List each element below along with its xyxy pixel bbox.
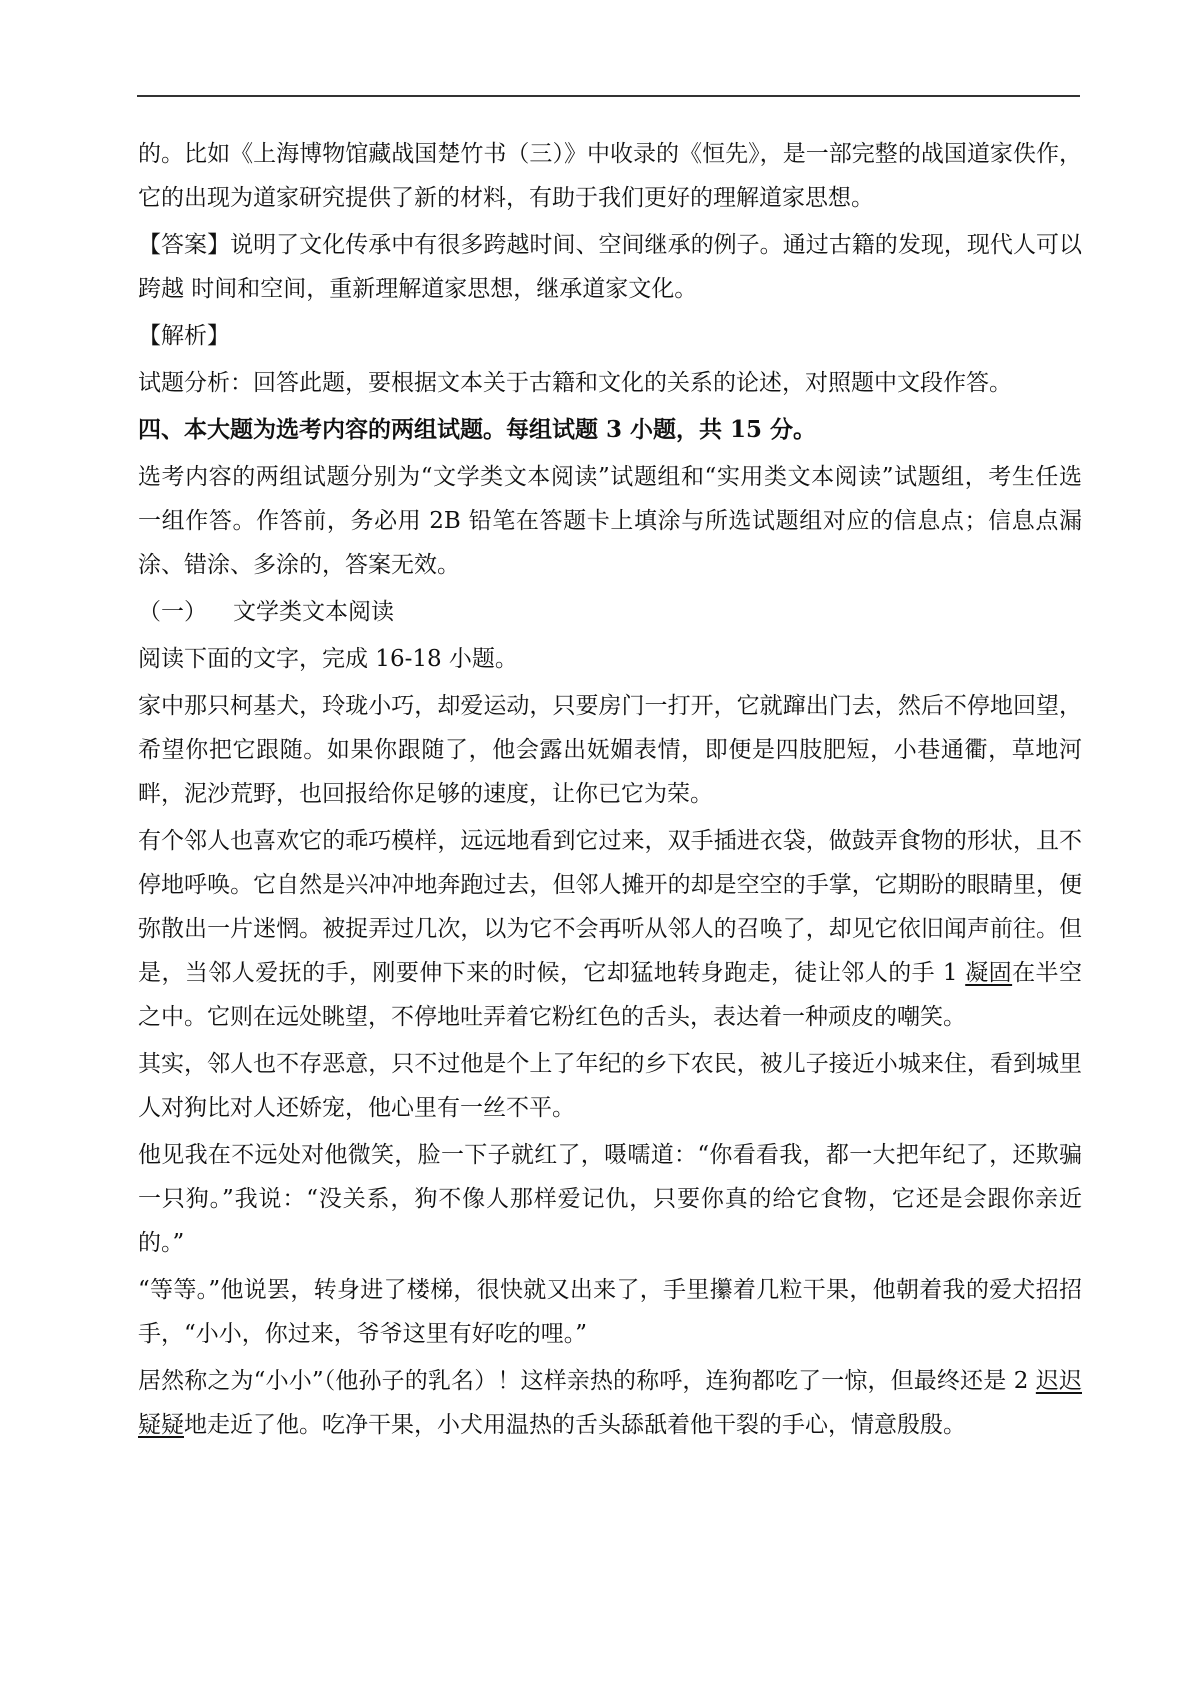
answer-paragraph: 【答案】说明了文化传承中有很多跨越时间、空间继承的例子。通过古籍的发现，现代人可以跨越 时间和空间，重新理解道家思想，继承道家文化。 [138, 232, 1082, 302]
subsection-number: （一） [138, 599, 207, 625]
reading-instruction: 阅读下面的文字，完成 16-18 小题。 [138, 646, 518, 672]
underlined-word-2: 迟迟疑疑 [138, 1368, 1082, 1438]
story-paragraph-2-after: 在半空之中。它则在远处眺望，不停地吐弄着它粉红色的舌头，表达着一种顽皮的嘲笑。 [138, 960, 1082, 1030]
story-paragraph-3: 其实，邻人也不存恶意，只不过他是个上了年纪的乡下农民，被儿子接近小城来住，看到城里人对狗比对人还娇宠，他心里有一丝不平。 [138, 1051, 1082, 1121]
story-paragraph-1: 家中那只柯基犬，玲珑小巧，却爱运动，只要房门一打开，它就蹿出门去，然后不停地回望，希望你把它跟随。如果你跟随了，他会露出妩媚表情，即便是四肢肥短，小巷通衢，草地河畔，泥沙荒野，也回报给你足够的速度，让你已它为荣。 [138, 693, 1082, 807]
analysis-label: 【解析】 [138, 323, 230, 349]
instructions-paragraph: 选考内容的两组试题分别为“文学类文本阅读”试题组和“实用类文本阅读”试题组，考生任选一组作答。作答前，务必用 2B 铅笔在答题卡上填涂与所选试题组对应的信息点；信息点漏涂、错涂、多涂的，答案无效。 [138, 464, 1082, 578]
header-rule [137, 95, 1080, 97]
story-paragraph-6 [138, 1359, 1082, 1447]
story-paragraph-6-before: 居然称之为“小小”（他孙子的乳名）！这样亲热的称呼，连狗都吃了一惊，但最终还是 2 [138, 1368, 1036, 1394]
intro-continuation-paragraph: 的。比如《上海博物馆藏战国楚竹书（三）》中收录的《恒先》，是一部完整的战国道家佚作，它的出现为道家研究提供了新的材料，有助于我们更好的理解道家思想。 [138, 141, 1082, 211]
story-paragraph-2 [138, 819, 1082, 1039]
analysis-paragraph: 试题分析：回答此题，要根据文本关于古籍和文化的关系的论述，对照题中文段作答。 [138, 370, 1012, 396]
underlined-word-1: 凝固 [965, 960, 1013, 986]
document-body [138, 132, 1082, 1447]
story-paragraph-2-before: 有个邻人也喜欢它的乖巧模样，远远地看到它过来，双手插进衣袋，做鼓弄食物的形状，且不停地呼唤。它自然是兴冲冲地奔跑过去，但邻人摊开的却是空空的手掌，它期盼的眼睛里，便弥散出一片迷惘。被捉弄过几次，以为它不会再听从邻人的召唤了，却见它依旧闻声前往。但是，当邻人爱抚的手，刚要伸下来的时候，它却猛地转身跑走，徒让邻人的手 1 [138, 828, 1082, 986]
story-paragraph-6-after: 地走近了他。吃净干果，小犬用温热的舌头舔舐着他干裂的手心，情意殷殷。 [184, 1412, 966, 1438]
story-paragraph-5: “等等。”他说罢，转身进了楼梯，很快就又出来了，手里攥着几粒干果，他朝着我的爱犬招招手，“小小，你过来，爷爷这里有好吃的哩。” [138, 1277, 1082, 1347]
subsection-heading [138, 590, 1082, 634]
section-heading: 四、本大题为选考内容的两组试题。每组试题 3 小题，共 15 分。 [138, 416, 817, 443]
story-paragraph-4: 他见我在不远处对他微笑，脸一下子就红了，嗫嚅道：“你看看我，都一大把年纪了，还欺骗一只狗。”我说：“没关系，狗不像人那样爱记仇，只要你真的给它食物，它还是会跟你亲近的。” [138, 1142, 1082, 1256]
subsection-title: 文学类文本阅读 [233, 599, 394, 625]
